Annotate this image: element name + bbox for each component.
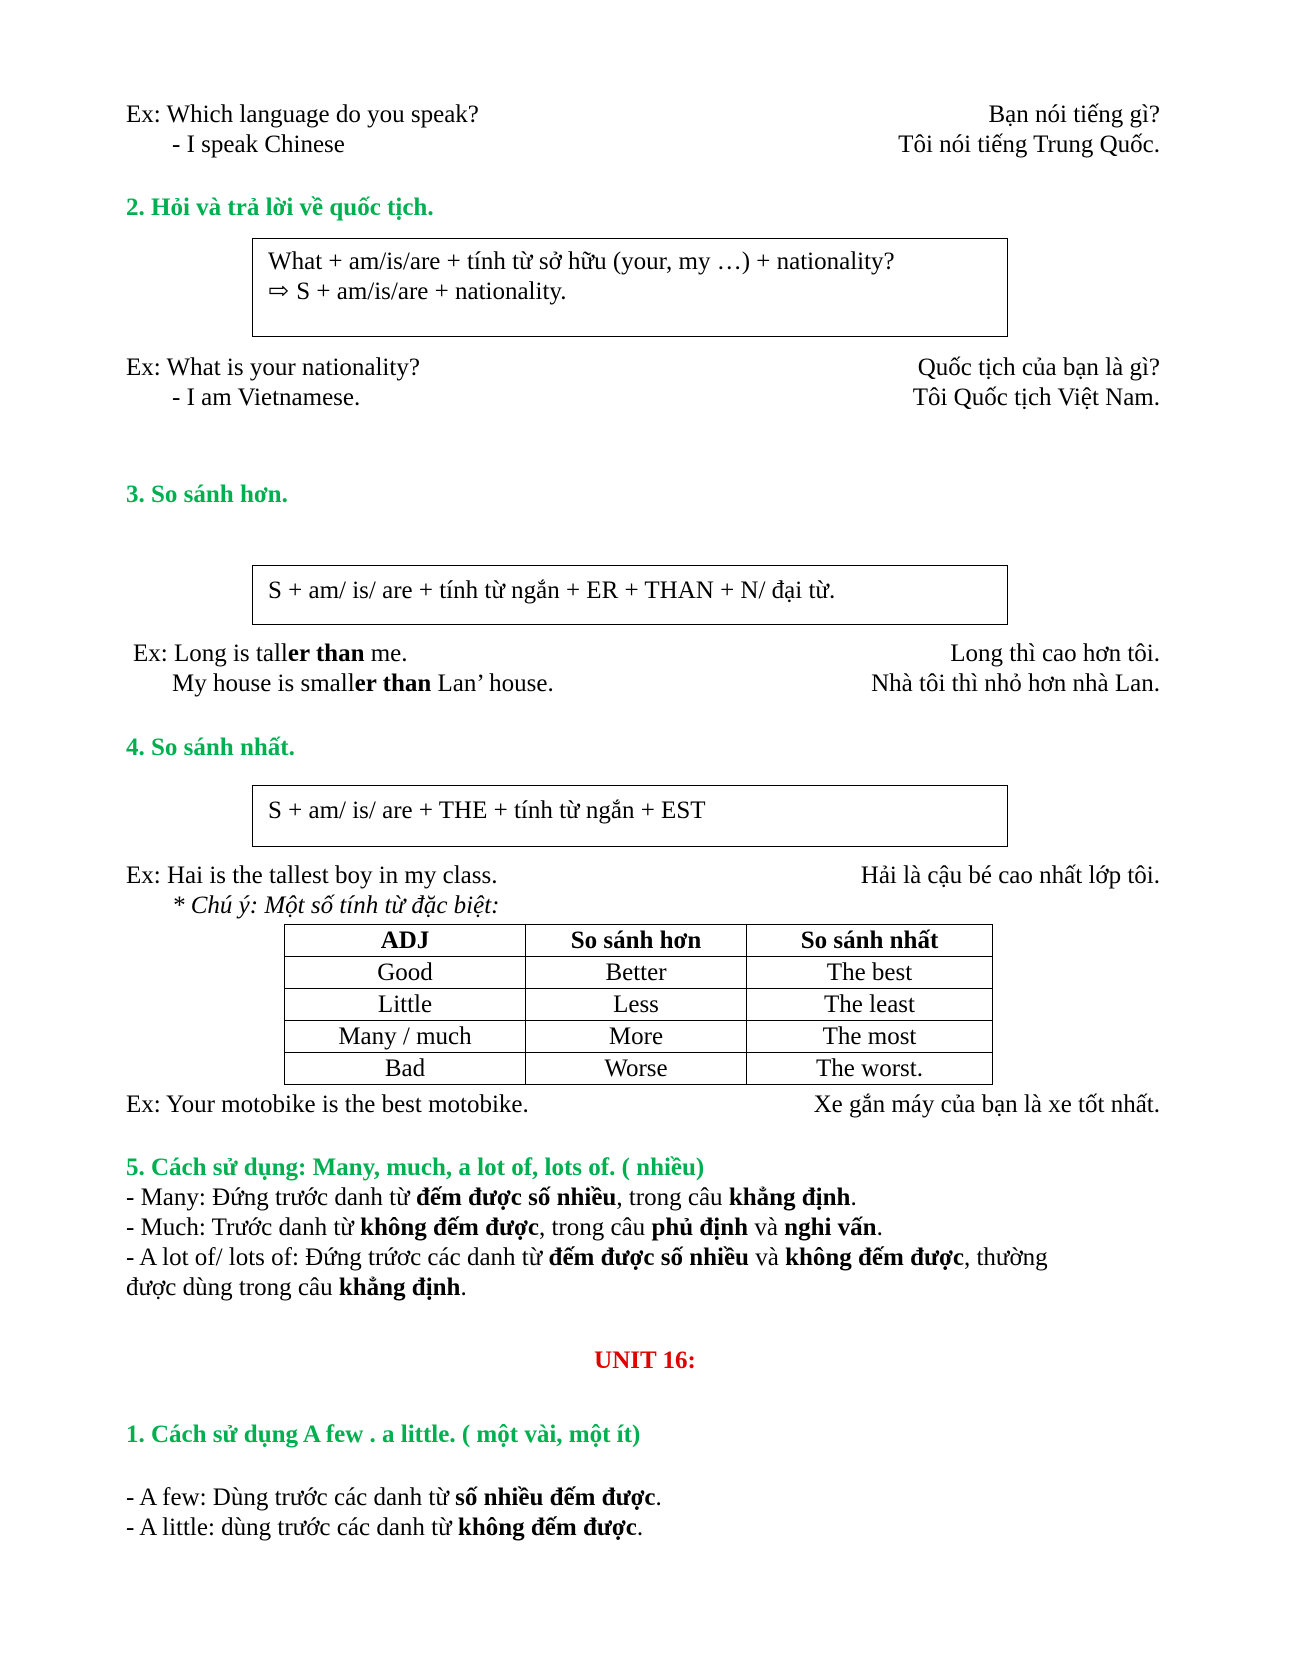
table-cell: Little: [285, 989, 526, 1021]
superlative-example-vi: Hải là cậu bé cao nhất lớp tôi.: [860, 862, 1160, 889]
formula-line-1: What + am/is/are + tính từ sở hữu (your, my …) + nationality?: [268, 248, 895, 275]
superlative-formula: S + am/ is/ are + THE + tính từ ngắn + EST: [268, 797, 706, 824]
table-cell: Many / much: [285, 1021, 526, 1053]
table-cell: The most: [747, 1021, 993, 1053]
table-cell: Good: [285, 957, 526, 989]
table-header-cell: So sánh hơn: [526, 925, 747, 957]
table-row: [285, 1053, 993, 1085]
section-4-heading: 4. So sánh nhất.: [126, 734, 295, 761]
table-row: [285, 989, 993, 1021]
table-header-cell: So sánh nhất: [747, 925, 993, 957]
example-answer-vi: Tôi nói tiếng Trung Quốc.: [898, 131, 1160, 158]
best-example-en: Ex: Your motobike is the best motobike.: [126, 1091, 529, 1118]
formula-line-2-text: S + am/is/are + nationality.: [296, 278, 567, 305]
table-cell: Less: [526, 989, 747, 1021]
much-usage: - Much: Trước danh từ không đếm được, trong câu phủ định và nghi vấn.: [126, 1214, 883, 1241]
irregular-adjectives-table: [284, 924, 993, 1085]
nationality-question-vi: Quốc tịch của bạn là gì?: [917, 354, 1160, 381]
table-cell: Bad: [285, 1053, 526, 1085]
example-question-vi: Bạn nói tiếng gì?: [988, 101, 1160, 128]
best-example-vi: Xe gắn máy của bạn là xe tốt nhất.: [813, 1091, 1160, 1118]
section-3-heading: 3. So sánh hơn.: [126, 481, 288, 508]
unit-16-section-1-heading: 1. Cách sử dụng A few . a little. ( một vài, một ít): [126, 1421, 641, 1448]
comparative-example-1-vi: Long thì cao hơn tôi.: [950, 640, 1160, 667]
section-5-heading: 5. Cách sử dụng: Many, much, a lot of, lots of. ( nhiều): [126, 1154, 705, 1181]
formula-line-2: [268, 277, 567, 307]
table-cell: The best: [747, 957, 993, 989]
special-adjectives-note: * Chú ý: Một số tính từ đặc biệt:: [172, 892, 500, 919]
arrow-right-icon: ⇨: [268, 278, 289, 305]
table-cell: More: [526, 1021, 747, 1053]
table-cell: Worse: [526, 1053, 747, 1085]
superlative-example-en: Ex: Hai is the tallest boy in my class.: [126, 862, 498, 889]
comparative-example-1: Ex: Long is taller than me.: [133, 640, 408, 667]
a-little-usage: - A little: dùng trước các danh từ không đếm được.: [126, 1514, 644, 1541]
nationality-question-en: Ex: What is your nationality?: [126, 354, 420, 381]
many-usage: - Many: Đứng trước danh từ đếm được số nhiều, trong câu khẳng định.: [126, 1184, 857, 1211]
nationality-formula-box: [252, 238, 1008, 337]
table-cell: The least: [747, 989, 993, 1021]
example-answer-en: - I speak Chinese: [172, 131, 345, 158]
comparative-formula-box: [252, 565, 1008, 625]
table-header-cell: ADJ: [285, 925, 526, 957]
table-row: [285, 957, 993, 989]
a-few-usage: - A few: Dùng trước các danh từ số nhiều đếm được.: [126, 1484, 662, 1511]
unit-16-title: UNIT 16:: [594, 1347, 696, 1374]
comparative-formula: S + am/ is/ are + tính từ ngắn + ER + THAN + N/ đại từ.: [268, 577, 836, 604]
table-cell: The worst.: [747, 1053, 993, 1085]
table-row: [285, 1021, 993, 1053]
nationality-answer-en: - I am Vietnamese.: [172, 384, 361, 411]
table-cell: Better: [526, 957, 747, 989]
lot-of-usage-cont: được dùng trong câu khẳng định.: [126, 1274, 467, 1301]
lot-of-usage: - A lot of/ lots of: Đứng trứơc các danh từ đếm được số nhiều và không đếm được, thường: [126, 1244, 1048, 1271]
comparative-example-2: My house is smaller than Lan’ house.: [172, 670, 554, 697]
nationality-answer-vi: Tôi Quốc tịch Việt Nam.: [912, 384, 1160, 411]
superlative-formula-box: [252, 785, 1008, 847]
section-2-heading: 2. Hỏi và trả lời về quốc tịch.: [126, 194, 434, 221]
table-header-row: [285, 925, 993, 957]
example-question-en: Ex: Which language do you speak?: [126, 101, 479, 128]
comparative-example-2-vi: Nhà tôi thì nhỏ hơn nhà Lan.: [871, 670, 1160, 697]
